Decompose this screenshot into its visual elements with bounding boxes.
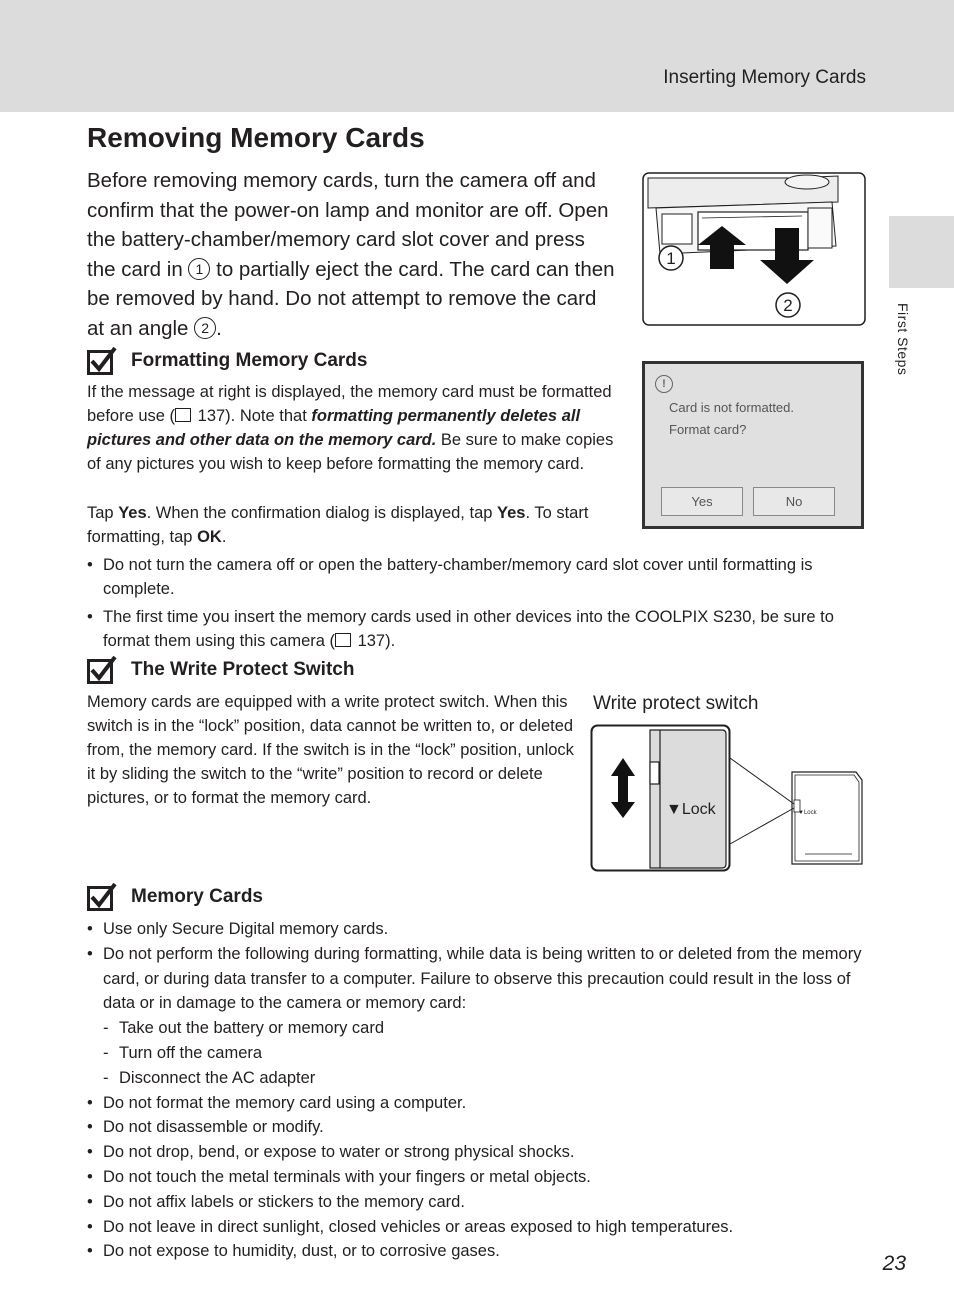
list-item: • Do not expose to humidity, dust, or to corrosive gases. [87, 1239, 867, 1264]
step-marker-1: 1 [188, 258, 210, 280]
dialog-message: Card is not formatted. Format card? [669, 400, 794, 437]
list-item: • Do not disassemble or modify. [87, 1115, 867, 1140]
list-item: • Do not touch the metal terminals with your fingers or metal objects. [87, 1165, 867, 1190]
write-protect-illustration [590, 724, 866, 874]
callout-2: 2 [783, 296, 793, 315]
list-item: • Do not turn the camera off or open the battery-chamber/memory card slot cover until formatting is complete. [87, 553, 867, 601]
intro-paragraph: Before removing memory cards, turn the camera off and confirm that the power-on lamp and monitor are off. Open the battery-chamber/memory card slot cover and press the card in 1 to partially eject the card. The card can then be removed by hand. Do not attempt to remove the card at an angle 2 . [87, 169, 615, 340]
sub-list-item: - Turn off the camera [103, 1041, 867, 1066]
list-item: • Use only Secure Digital memory cards. [87, 917, 867, 942]
list-item: • Do not format the memory card using a computer. [87, 1091, 867, 1116]
checkmark-icon [87, 347, 117, 375]
sub-list-item: - Take out the battery or memory card [103, 1016, 867, 1041]
sub-list-item: - Disconnect the AC adapter [103, 1066, 867, 1091]
write-protect-heading: The Write Protect Switch [87, 656, 354, 684]
formatting-heading: Formatting Memory Cards [87, 347, 367, 375]
card-removal-illustration [642, 172, 866, 326]
checkmark-icon [87, 656, 117, 684]
page-number: 23 [882, 1252, 906, 1275]
checkmark-icon [87, 883, 117, 911]
formatting-paragraph-2: Tap Yes. When the confirmation dialog is displayed, tap Yes. To start formatting, tap OK. [87, 504, 589, 546]
callout-1: 1 [666, 249, 676, 268]
dialog-no-button: No [753, 487, 835, 516]
dialog-screen [645, 364, 861, 526]
dialog-yes-button: Yes [661, 487, 743, 516]
write-protect-figure-label: Write protect switch [593, 693, 759, 714]
list-item: • The first time you insert the memory cards used in other devices into the COOLPIX S230, be sure to format them using this camera ( 137). [87, 605, 867, 653]
section-tab [889, 216, 954, 288]
list-item: • Do not leave in direct sunlight, closed vehicles or areas exposed to high temperatures. [87, 1215, 867, 1240]
book-icon [175, 408, 191, 422]
step-marker-2: 2 [194, 317, 216, 339]
lock-label: ▼Lock [666, 801, 716, 818]
page-title: Removing Memory Cards [87, 122, 425, 153]
list-item: • Do not affix labels or stickers to the memory card. [87, 1190, 867, 1215]
book-icon [335, 633, 351, 647]
formatting-bullets [87, 553, 867, 653]
lock-label-small: ▼Lock [798, 810, 817, 816]
section-tab-label: First Steps [895, 303, 911, 376]
warning-icon: ! [655, 375, 673, 393]
format-dialog-illustration [642, 361, 864, 529]
sub-list [103, 1016, 867, 1090]
memory-cards-heading: Memory Cards [87, 883, 263, 911]
header-band [0, 0, 954, 112]
memory-cards-bullets [87, 917, 867, 1264]
running-head: Inserting Memory Cards [663, 67, 866, 88]
write-protect-paragraph: Memory cards are equipped with a write protect switch. When this switch is in the “lock” position, data cannot be written to, or deleted from, the memory card. If the switch is in the “lock” position, unlock it by sliding the switch to the “write” position to record or delete pictures, or to format the memory card. [87, 693, 574, 807]
formatting-paragraph-1: If the message at right is displayed, the memory card must be formatted before use ( 137). Note that formatting permanently deletes all pictures and other data on the memory card. Be sure to make copies of any pictures you wish to keep before formatting the memory card. [87, 383, 614, 473]
list-item: • Do not drop, bend, or expose to water or strong physical shocks. [87, 1140, 867, 1165]
list-item: • Do not perform the following during formatting, while data is being written to or deleted from the memory card, or during data transfer to a computer. Failure to observe this precaution could result in the loss of data or in damage to the camera or memory card: - Take out the battery or memory card - Turn off the camera - Disconnect the AC adapter [87, 942, 867, 1091]
